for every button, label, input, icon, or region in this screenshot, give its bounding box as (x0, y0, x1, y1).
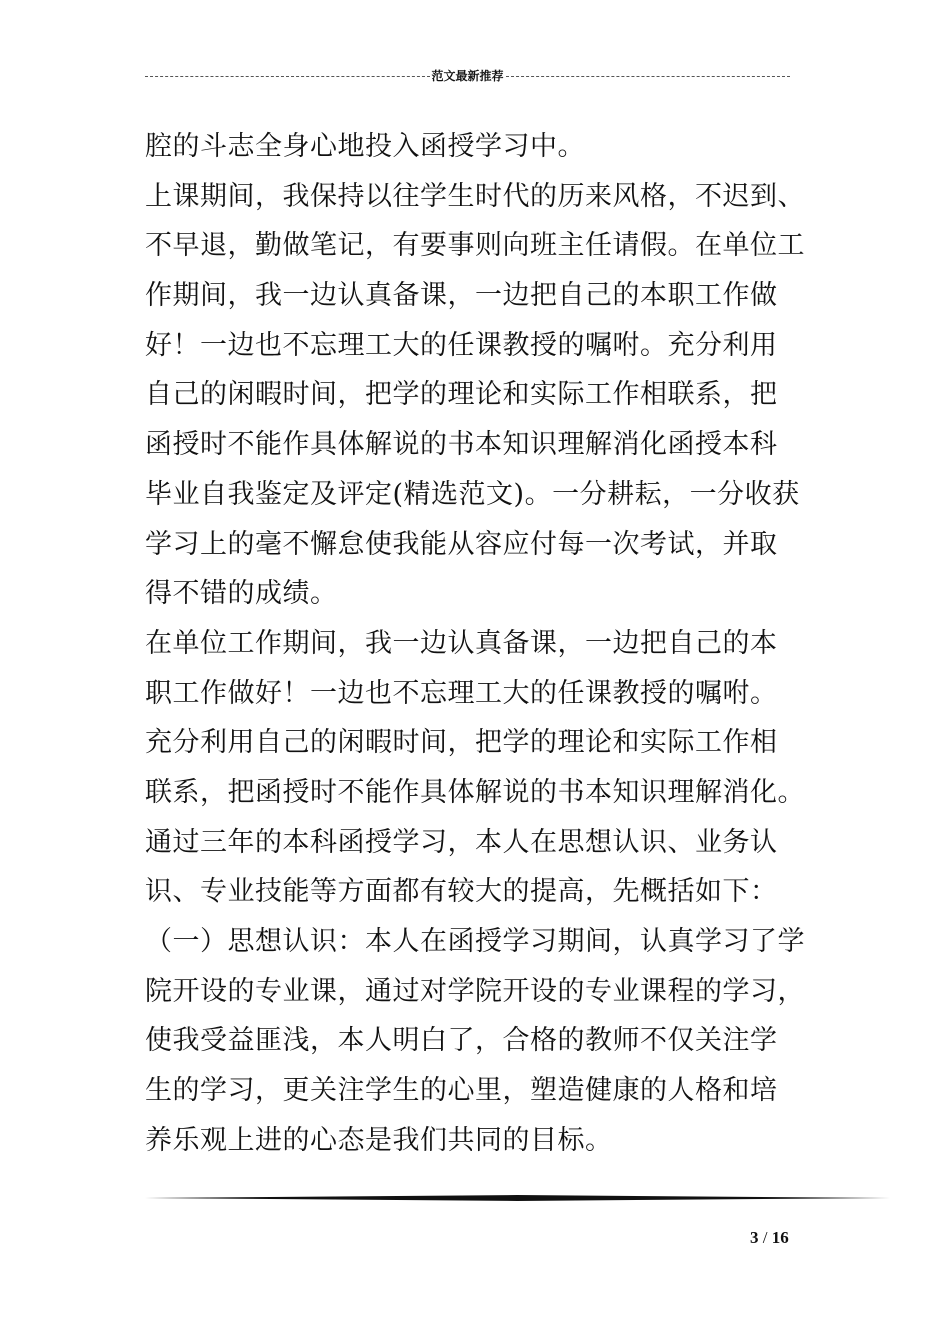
text-line: 不早退，勤做笔记，有要事则向班主任请假。在单位工 (145, 230, 805, 262)
text-line: 得不错的成绩。 (145, 578, 338, 610)
page-separator: / (762, 1228, 768, 1247)
text-line: 院开设的专业课，通过对学院开设的专业课程的学习， (145, 975, 805, 1007)
text-line: 在单位工作期间，我一边认真备课，一边把自己的本 (145, 627, 778, 659)
page-number (750, 1228, 789, 1248)
text-line: 上课期间，我保持以往学生时代的历来风格，不迟到、 (145, 180, 805, 212)
text-line: 毕业自我鉴定及评定(精选范文)。一分耕耘，一分收获 (145, 478, 800, 510)
text-line: 腔的斗志全身心地投入函授学习中。 (145, 131, 585, 162)
page-current: 3 (750, 1228, 759, 1247)
text-line: 函授时不能作具体解说的书本知识理解消化函授本科 (145, 429, 778, 461)
page-total: 16 (771, 1228, 789, 1247)
text-line: 联系，把函授时不能作具体解说的书本知识理解消化。 (145, 776, 805, 808)
text-line: 好！一边也不忘理工大的任课教授的嘱咐。充分利用 (145, 329, 778, 361)
text-line: 学习上的毫不懈怠使我能从容应付每一次考试，并取 (145, 528, 778, 560)
page-header (145, 66, 790, 86)
text-line: 职工作做好！一边也不忘理工大的任课教授的嘱咐。 (145, 677, 778, 709)
footer-divider-shape (145, 1195, 890, 1201)
header-title: 范文最新推荐 (431, 69, 504, 83)
text-line: 生的学习，更关注学生的心里，塑造健康的人格和培 (145, 1075, 778, 1107)
text-line: 自己的闲暇时间，把学的理论和实际工作相联系，把 (145, 379, 778, 411)
text-line: 通过三年的本科函授学习，本人在思想认识、业务认 (145, 826, 778, 858)
header-dash-left (145, 76, 430, 77)
document-body (145, 122, 825, 1165)
header-dash-right (506, 76, 791, 77)
text-line: （一）思想认识：本人在函授学习期间，认真学习了学 (145, 926, 805, 957)
text-line: 充分利用自己的闲暇时间，把学的理论和实际工作相 (145, 727, 778, 759)
text-line: 作期间，我一边认真备课，一边把自己的本职工作做 (145, 280, 778, 312)
text-line: 养乐观上进的心态是我们共同的目标。 (145, 1124, 613, 1156)
text-line: 使我受益匪浅，本人明白了，合格的教师不仅关注学 (145, 1025, 778, 1057)
footer-divider (145, 1195, 890, 1201)
text-line: 识、专业技能等方面都有较大的提高，先概括如下： (145, 876, 778, 908)
